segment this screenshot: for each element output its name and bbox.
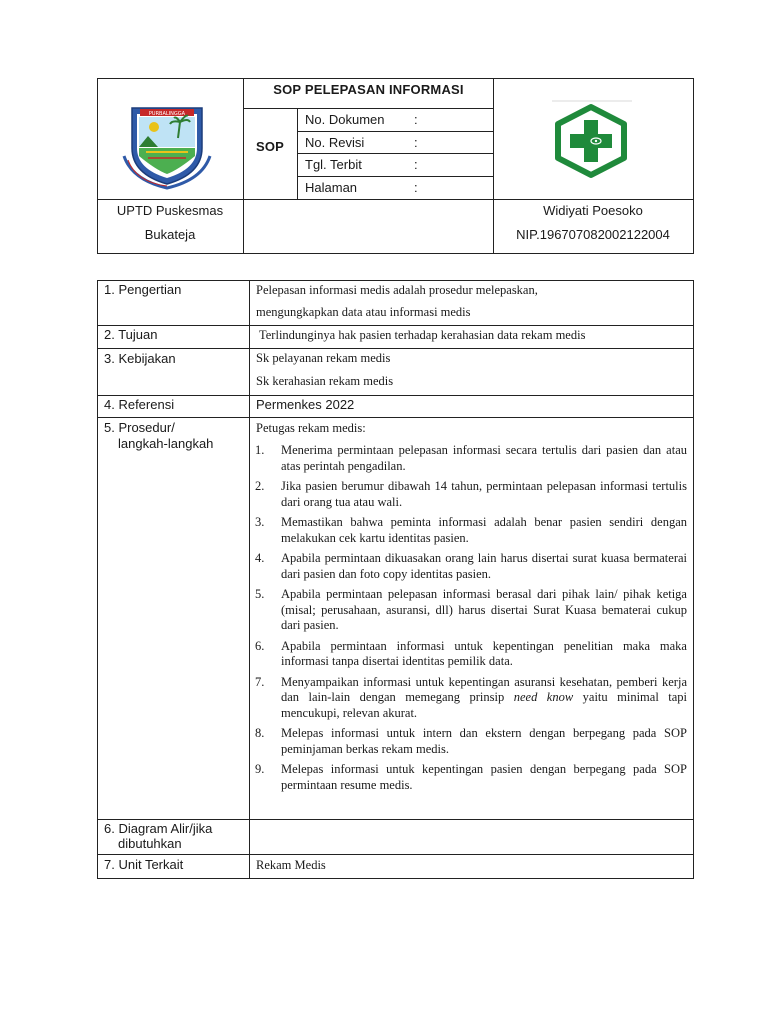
step-number: 7. xyxy=(255,674,265,689)
signer-name: Widiyati Poesoko xyxy=(543,203,643,218)
kebijakan-line1: Sk pelayanan rekam medis xyxy=(256,351,391,365)
list-item xyxy=(255,639,687,670)
org-name-line2: Bukateja xyxy=(144,227,196,242)
tujuan-text: Terlindunginya hak pasien terhadap kerahasian data rekam medis xyxy=(259,328,586,342)
list-item xyxy=(255,587,687,634)
section-label-diagram-line2: dibutuhkan xyxy=(118,836,182,851)
meta-colon: : xyxy=(414,157,418,172)
step-text: Apabila permintaan dikuasakan orang lain harus disertai surat kuasa bermaterai dari pasien dan foto copy identitas pasien. xyxy=(281,551,687,581)
step-number: 3. xyxy=(255,515,265,529)
procedure-steps-list xyxy=(255,443,687,798)
step-number: 6. xyxy=(255,638,265,653)
section-label-prosedur-line2: langkah-langkah xyxy=(118,436,214,451)
step-number: 8. xyxy=(255,726,265,740)
list-item xyxy=(255,515,687,546)
org-name-line1: UPTD Puskesmas xyxy=(116,203,224,218)
list-item xyxy=(255,675,687,722)
step-text: Memastikan bahwa peminta informasi adalah benar pasien sendiri dengan melakukan cek kartu identitas pasien. xyxy=(281,515,687,545)
step-text-italic: need know xyxy=(513,690,574,704)
section-label-tujuan: 2. Tujuan xyxy=(104,327,158,342)
section-label-kebijakan: 3. Kebijakan xyxy=(104,351,176,366)
section-label-referensi: 4. Referensi xyxy=(104,397,175,412)
referensi-text: Permenkes 2022 xyxy=(256,397,355,412)
meta-colon: : xyxy=(414,112,418,127)
step-number: 1. xyxy=(255,443,265,457)
meta-label: No. Dokumen xyxy=(305,112,385,127)
step-number: 9. xyxy=(255,762,265,776)
step-text: Apabila permintaan pelepasan informasi berasal dari pihak lain/ pihak ketiga (misal; perusahaan, asuransi, dll) harus disertai Surat Kuasa bematerai cukup dari pasien. xyxy=(281,587,687,632)
section-label-pengertian: 1. Pengertian xyxy=(104,282,182,297)
signer-nip: NIP.196707082002122004 xyxy=(516,227,670,242)
unit-text: Rekam Medis xyxy=(256,858,326,872)
pengertian-line1: Pelepasan informasi medis adalah prosedur melepaskan, xyxy=(256,283,538,297)
step-number: 4. xyxy=(255,551,265,565)
step-number: 2. xyxy=(255,479,265,493)
step-text-before: Menyampaikan informasi untuk kepentingan asuransi kesehatan, pemberi kerja dan lain-lain dengan memegang prinsip xyxy=(281,674,687,704)
step-text: Melepas informasi untuk kepentingan pasien dengan berpegang pada SOP permintaan resume medis. xyxy=(281,762,687,792)
step-text: Apabila permintaan informasi untuk kepentingan penelitian maka maka informasi tanpa disertai identitas pemilik data. xyxy=(281,638,687,668)
meta-label: Halaman xyxy=(305,180,358,195)
step-text: Menerima permintaan pelepasan informasi secara tertulis dari pasien dan atau atas perintah pengadilan. xyxy=(281,443,687,473)
section-label-unit: 7. Unit Terkait xyxy=(104,857,184,872)
meta-colon: : xyxy=(414,180,418,195)
seal-banner-text: PURBALINGGA xyxy=(148,111,186,117)
meta-colon: : xyxy=(414,135,418,150)
sop-label: SOP xyxy=(255,139,285,154)
step-text: Melepas informasi untuk intern dan ekstern dengan berpegang pada SOP peminjaman berkas rekam medis. xyxy=(281,726,687,756)
regency-seal-logo xyxy=(118,100,216,192)
meta-label: Tgl. Terbit xyxy=(305,157,362,172)
list-item xyxy=(255,443,687,474)
section-label-prosedur-line1: 5. Prosedur/ xyxy=(104,420,175,435)
prosedur-intro: Petugas rekam medis: xyxy=(256,421,366,435)
list-item xyxy=(255,726,687,757)
document-title: SOP PELEPASAN INFORMASI xyxy=(273,82,464,97)
list-item xyxy=(255,762,687,793)
kebijakan-line2: Sk kerahasian rekam medis xyxy=(256,374,394,388)
meta-label: No. Revisi xyxy=(305,135,365,150)
list-item xyxy=(255,479,687,510)
health-cross-logo xyxy=(548,100,634,180)
step-number: 5. xyxy=(255,587,265,601)
step-text-after: yaitu minimal tapi mencukupi, relevan akurat. xyxy=(281,690,688,720)
step-text: Jika pasien berumur dibawah 14 tahun, permintaan pelepasan informasi tertulis dari orang tua atau wali. xyxy=(281,479,687,509)
pengertian-line2: mengungkapkan data atau informasi medis xyxy=(256,305,471,319)
list-item xyxy=(255,551,687,582)
section-label-diagram-line1: 6. Diagram Alir/jika xyxy=(104,821,213,836)
